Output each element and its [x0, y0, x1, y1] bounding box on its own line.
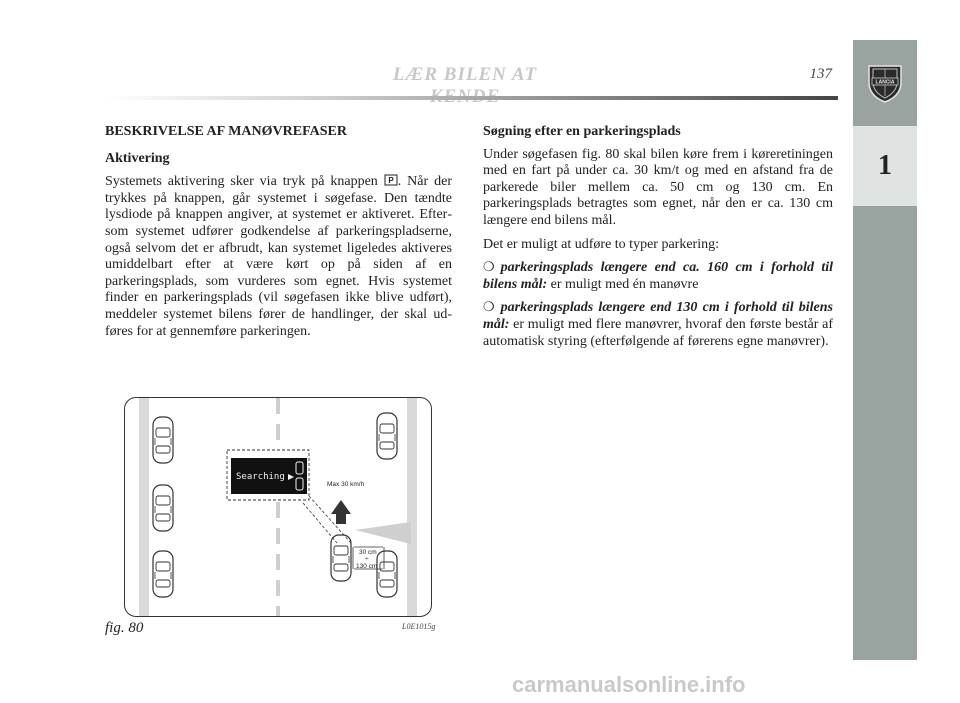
running-header-title: LÆR BILEN AT	[392, 64, 538, 85]
distance-min-label: 30 cm	[359, 549, 377, 556]
search-paragraph: Under søgefasen fig. 80 skal bilen køre frem i køreretiningen med en fart på under ca. 30 km/t og med en afstand fra de parkerede biler mellem ca. 50 cm og 130 cm. En parkeringsplads betragtes som egnet, når den er ca. 130 cm længere end bilens mål.	[483, 146, 833, 228]
bullet-circle-icon: ❍	[483, 300, 495, 316]
right-curb	[407, 398, 417, 616]
brand-logo-area	[853, 40, 917, 122]
section-heading: BESKRIVELSE AF MANØVREFASER	[105, 124, 347, 139]
direction-arrow-icon	[331, 500, 351, 524]
bullet-emphasis: parkeringsplads længere end ca. 160 cm i forhold til bilens mål:	[483, 260, 833, 292]
left-curb	[139, 398, 149, 616]
speed-limit-label: Max 30 km/h	[327, 481, 365, 488]
svg-text:P: P	[388, 176, 394, 186]
moving-car	[331, 535, 351, 581]
parked-car	[153, 551, 173, 597]
activation-text-rest: . Når der trykkes på knappen, går systemet i søgefase. Den tændte lysdiode på knappen angiver, at systemet er aktiveret. Eftersom systemet udfører godkendelse af parkeringspladserne, også selvom det er afbrudt, kan systemet ligeledes aktiveres umiddelbart efter at være kørt op på siden af en parkeringsplads, som vurderes som egnet. Hvis systemet finder en parkeringsplads (vil søgefasen ikke blive udført), meddeler systemet bilens fører de handlinger, der skal udføres for at gennemføre parkeringen.	[105, 174, 452, 339]
lancia-logo-icon	[865, 60, 905, 104]
display-searching-text: Searching	[236, 472, 285, 482]
figure-caption: fig. 80	[105, 620, 144, 636]
parking-search-figure	[124, 397, 432, 617]
chapter-number: 1	[853, 126, 917, 206]
parked-car	[377, 413, 397, 459]
activation-paragraph	[105, 173, 452, 340]
parked-car	[377, 551, 397, 597]
bullet-emphasis: parkeringsplads længere end 130 cm i forhold til bilens mål:	[483, 300, 833, 332]
sensor-beam	[355, 522, 411, 544]
figure-code: L0E1015g	[402, 622, 436, 631]
right-column	[483, 124, 833, 357]
subsection-heading-search: Søgning efter en parkeringsplads	[483, 124, 681, 139]
distance-max-label: 130 cm	[356, 563, 378, 570]
bullet-text: er muligt med én manøvre	[547, 276, 699, 292]
chapter-side-tab	[853, 40, 917, 660]
logo-text: LANCIA	[875, 79, 895, 86]
list-item	[483, 260, 833, 293]
bullet-circle-icon: ❍	[483, 260, 495, 276]
parking-assist-button-icon	[384, 173, 398, 187]
left-column	[105, 124, 452, 347]
distance-separator: ÷	[365, 556, 369, 563]
subsection-heading-activation: Aktivering	[105, 150, 170, 166]
activation-text-start: Systemets aktivering sker via tryk på knappen	[105, 174, 384, 190]
parking-diagram	[125, 398, 431, 616]
bullet-text: er muligt med flere manøvrer, hvoraf den første består af automatisk styring (efterfølgende af førerens egne manøvrer).	[483, 316, 833, 349]
watermark: carmanualsonline.info	[512, 672, 746, 697]
list-item	[483, 300, 833, 350]
parked-car	[153, 485, 173, 531]
parking-types-intro: Det er muligt at udføre to typer parkering:	[483, 236, 719, 252]
parked-car	[153, 417, 173, 463]
page-number: 137	[809, 66, 832, 82]
header-rule	[105, 96, 838, 100]
